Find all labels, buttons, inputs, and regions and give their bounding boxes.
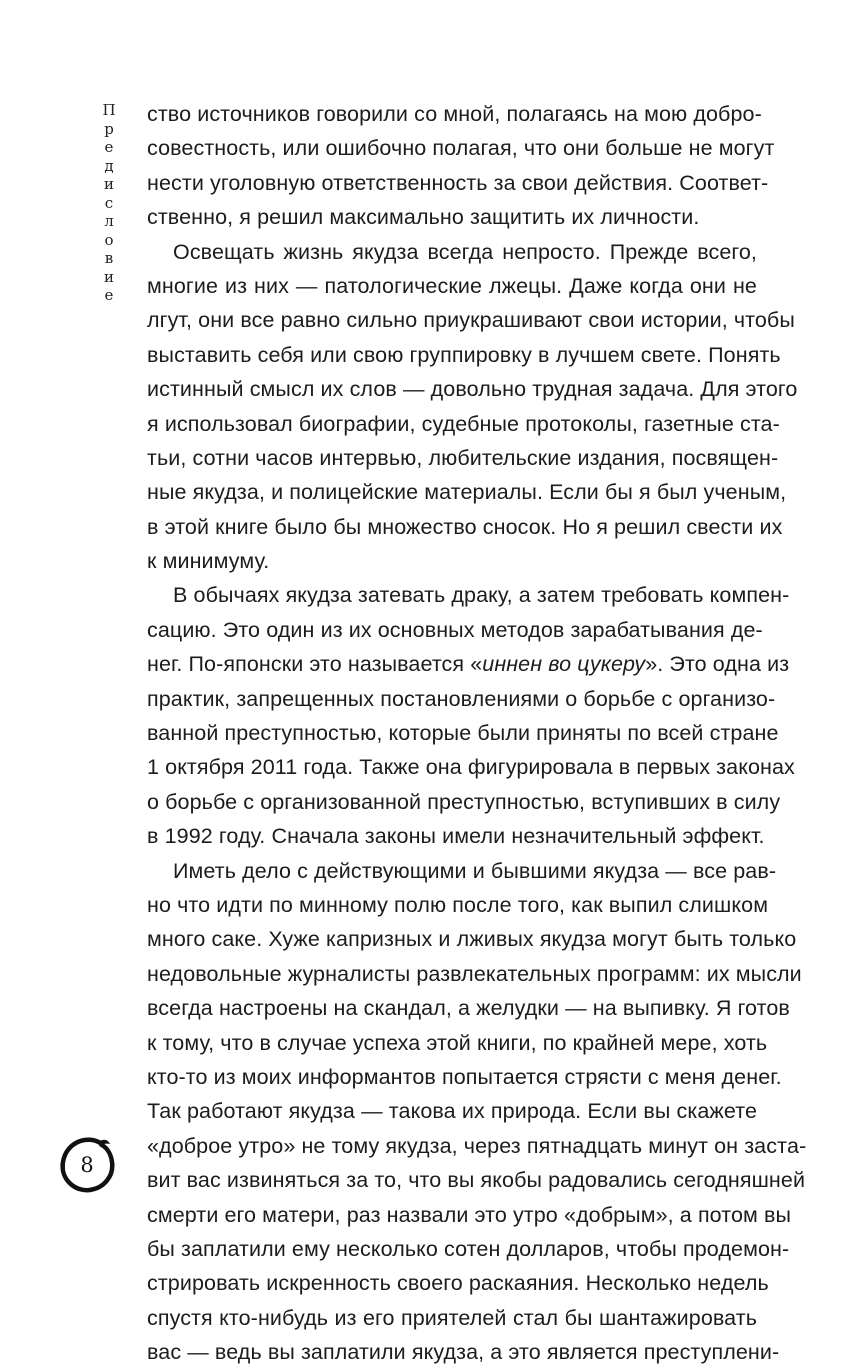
- text-line: практик, запрещенных постановлениями о борьбе с организо-: [147, 686, 776, 711]
- text-segment: ». Это одна из: [645, 652, 790, 677]
- text-line: многие из них — патологические лжецы. Даже когда они не: [147, 273, 757, 298]
- text-line: нести уголовную ответственность за свои действия. Соответ-: [147, 170, 769, 195]
- text-line: [147, 647, 790, 681]
- text-line: ство источников говорили со мной, полагаясь на мою добро-: [147, 102, 762, 126]
- running-head-letter: П: [102, 101, 116, 119]
- text-line: истинный смысл их слов — довольно трудная задача. Для этого: [147, 377, 798, 402]
- running-head-letter: л: [104, 212, 114, 230]
- text-segment: нег. По-японски это называется «: [147, 652, 483, 677]
- running-head-letter: о: [104, 230, 114, 249]
- text-line: Освещать жизнь якудза всегда непросто. Прежде всего,: [173, 239, 757, 264]
- text-line: недовольные журналисты развлекательных программ: их мысли: [147, 961, 802, 986]
- text-line: к тому, что в случае успеха этой книги, по крайней мере, хоть: [147, 1030, 768, 1055]
- text-line: я использовал биографии, судебные протоколы, газетные ста-: [147, 411, 780, 436]
- running-head-letter: и: [104, 175, 114, 193]
- text-line: стрировать искренность своего раскаяния. Несколько недель: [147, 1271, 769, 1296]
- text-line: совестность, или ошибочно полагая, что они больше не могут: [147, 136, 775, 161]
- page-number: 8: [80, 1153, 94, 1177]
- text-line: Так работают якудза — такова их природа. Если вы скажете: [147, 1099, 757, 1124]
- paragraph: [147, 854, 807, 1369]
- text-line: Иметь дело с действующими и бывшими якудза — все рав-: [173, 858, 777, 883]
- running-head-letter: е: [104, 286, 114, 304]
- text-line: в 1992 году. Сначала законы имели незначительный эффект.: [147, 824, 765, 849]
- text-line: бы заплатили ему несколько сотен долларов, чтобы продемон-: [147, 1236, 790, 1261]
- body-text: [147, 97, 807, 1369]
- paragraph: [147, 235, 798, 579]
- text-line: вас — ведь вы заплатили якудза, а это является преступлени-: [147, 1340, 780, 1365]
- text-line: «доброе утро» не тому якудза, через пятнадцать минут он застa-: [147, 1133, 807, 1158]
- text-line: тьи, сотни часов интервью, любительские издания, посвящен-: [147, 445, 779, 470]
- italic-term: иннен во цукеру: [482, 652, 646, 677]
- text-line: В обычаях якудза затевать драку, а затем требовать компен-: [173, 583, 790, 608]
- text-line: к минимуму.: [147, 549, 270, 574]
- page-number-badge: [58, 1136, 116, 1194]
- text-line: выставить себя или свою группировку в лучшем свете. Понять: [147, 342, 781, 367]
- text-line: кто-то из моих информантов попытается стрясти с меня денег.: [147, 1064, 782, 1089]
- text-line: всегда настроены на скандал, а желудки — на выпивку. Я готов: [147, 996, 790, 1021]
- text-line: много саке. Хуже капризных и лживых якудза могут быть только: [147, 927, 797, 952]
- running-head-letter: с: [104, 193, 114, 212]
- running-head-letter: в: [104, 249, 114, 267]
- text-line: в этой книге было бы множество сносок. Но я решил свести их: [147, 514, 783, 539]
- text-line: но что идти по минному полю после того, как выпил слишком: [147, 892, 769, 917]
- running-head-letter: д: [104, 156, 114, 175]
- text-line: смерти его матери, раз назвали это утро «добрым», а потом вы: [147, 1202, 792, 1227]
- running-head-letter: и: [104, 267, 114, 286]
- paragraph: [147, 97, 775, 235]
- paragraph: [147, 578, 795, 853]
- text-line: сацию. Это один из их основных методов зарабатывания де-: [147, 617, 763, 642]
- text-line: ванной преступностью, которые были приняты по всей стране: [147, 721, 779, 746]
- running-head-letter: е: [104, 138, 114, 156]
- text-line: ственно, я решил максимально защитить их личности.: [147, 205, 700, 230]
- running-head: [100, 101, 118, 305]
- text-line: 1 октября 2011 года. Также она фигурировала в первых законах: [147, 755, 795, 780]
- text-line: вит вас извиняться за то, что вы якобы радовались сегодняшней: [147, 1168, 806, 1193]
- text-line: лгут, они все равно сильно приукрашивают свои истории, чтобы: [147, 308, 795, 333]
- running-head-letter: р: [104, 119, 114, 138]
- text-line: ные якудза, и полицейские материалы. Если бы я был ученым,: [147, 480, 787, 505]
- text-line: о борьбе с организованной преступностью, вступивших в силу: [147, 789, 781, 814]
- text-line: спустя кто-нибудь из его приятелей стал бы шантажировать: [147, 1305, 757, 1330]
